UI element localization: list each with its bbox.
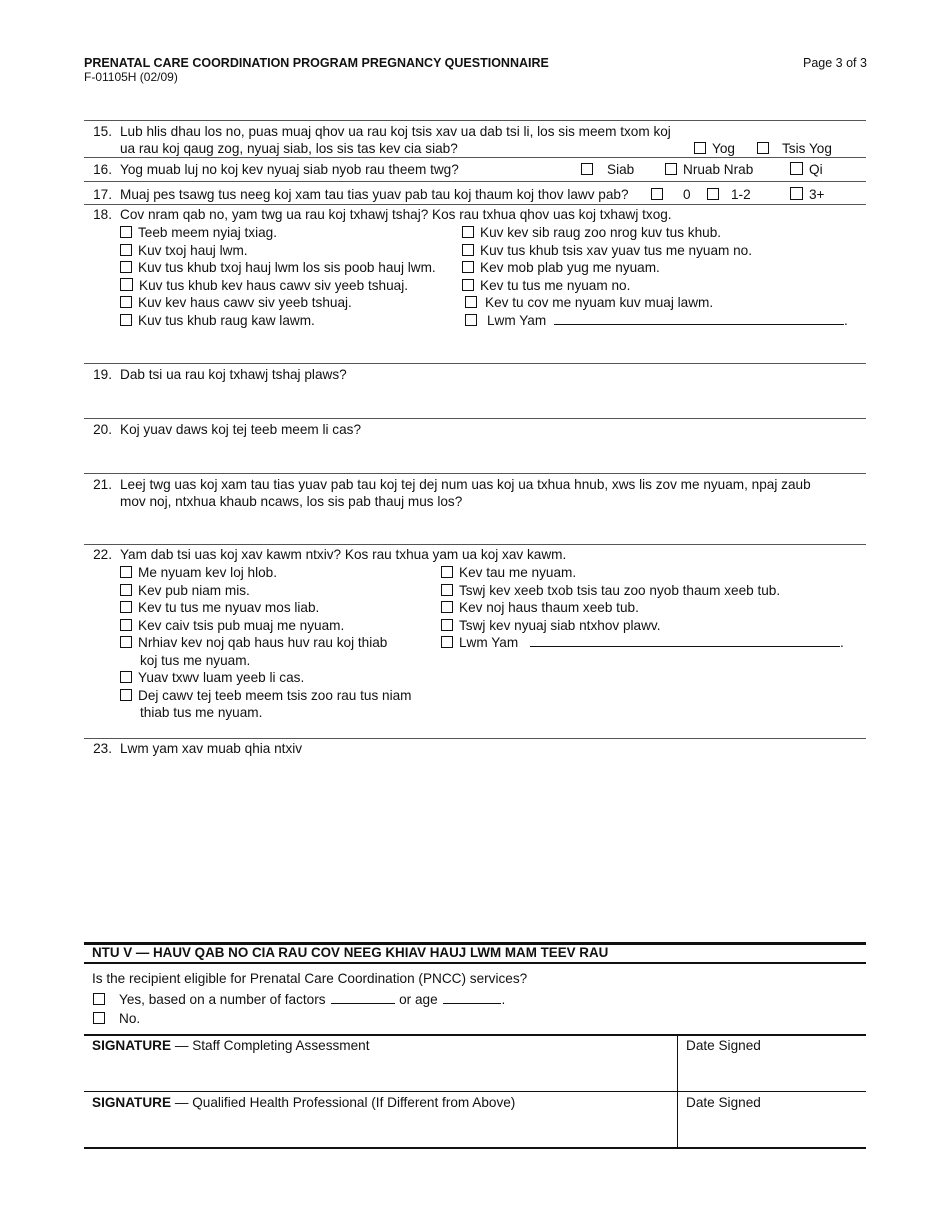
q22-option[interactable]: Kev caiv tsis pub muaj me nyuam. — [120, 617, 344, 634]
signature-table-divider — [84, 1091, 866, 1092]
q21-text-line1: Leej twg uas koj xam tau tias yuav pab tau koj tej dej num uas koj ua txhua hnub, xws lis zov me nyuam, npaj zaub — [120, 477, 811, 492]
q16-number: 16. — [93, 162, 112, 177]
divider — [84, 120, 866, 121]
q15-number: 15. — [93, 124, 112, 139]
checkbox[interactable] — [120, 261, 132, 273]
signature-column-divider — [677, 1035, 678, 1147]
form-title: PRENATAL CARE COORDINATION PROGRAM PREGNANCY QUESTIONNAIRE — [84, 56, 549, 70]
q22-option[interactable]: Kev tau me nyuam. — [441, 564, 576, 581]
checkbox[interactable] — [462, 226, 474, 238]
q20-number: 20. — [93, 422, 112, 437]
checkbox[interactable] — [581, 163, 593, 175]
q22-option[interactable]: Yuav txwv luam yeeb li cas. — [120, 669, 304, 686]
checkbox[interactable] — [120, 278, 133, 291]
q22-option[interactable]: Me nyuam kev loj hlob. — [120, 564, 277, 581]
checkbox[interactable] — [465, 314, 477, 326]
signature-professional-label: SIGNATURE — Qualified Health Professional (If Different from Above) — [92, 1095, 516, 1110]
q18-option[interactable]: Kuv kev sib raug zoo nrog kuv tus khub. — [462, 224, 721, 241]
q22-option[interactable]: Tswj kev xeeb txob tsis tau zoo nyob thaum xeeb tub. — [441, 582, 780, 599]
checkbox[interactable] — [462, 279, 474, 291]
q20-text: Koj yuav daws koj tej teeb meem li cas? — [120, 422, 362, 437]
factors-field[interactable] — [331, 991, 395, 1004]
checkbox[interactable] — [120, 689, 132, 701]
q22-option[interactable]: Kev tu tus me nyuav mos liab. — [120, 599, 319, 616]
signature-table-bottom — [84, 1147, 866, 1149]
other-text-field[interactable] — [554, 312, 844, 325]
section-rule — [84, 962, 866, 964]
q15-text-line2: ua rau koj qaug zog, nyuaj siab, los sis tas kev cia siab? — [120, 141, 458, 156]
q22-option[interactable]: Tswj kev nyuaj siab ntxhov plawv. — [441, 617, 660, 634]
age-field[interactable] — [443, 991, 501, 1004]
signature-staff-label: SIGNATURE — Staff Completing Assessment — [92, 1038, 370, 1053]
q15-text-line1: Lub hlis dhau los no, puas muaj qhov ua rau koj tsis xav ua dab tsi li, los sis meem txom koj — [120, 124, 671, 139]
checkbox[interactable] — [665, 163, 677, 175]
q18-option-other[interactable]: Lwm Yam . — [465, 312, 848, 329]
divider — [84, 204, 866, 205]
divider — [84, 544, 866, 545]
q16-option-low[interactable]: Qi — [790, 161, 823, 178]
divider — [84, 157, 866, 158]
checkbox[interactable] — [441, 601, 453, 613]
date-signed-label-2: Date Signed — [686, 1095, 761, 1110]
q18-option[interactable]: Kev mob plab yug me nyuam. — [462, 259, 660, 276]
q22-text: Yam dab tsi uas koj xav kawm ntxiv? Kos rau txhua yam ua koj xav kawm. — [120, 547, 567, 562]
q21-text-line2: mov noj, ntxhua khaub ncaws, los sis pab thauj mus los? — [120, 494, 463, 509]
q15-option-yes[interactable]: Yog — [694, 140, 735, 157]
checkbox[interactable] — [651, 188, 663, 200]
q17-number: 17. — [93, 187, 112, 202]
date-signed-field-2[interactable] — [680, 1113, 864, 1147]
checkbox[interactable] — [120, 314, 132, 326]
q17-text: Muaj pes tsawg tus neeg koj xam tau tias yuav pab tau koj thaum koj thov lawv pab? — [120, 187, 629, 202]
q22-option-other[interactable]: Lwm Yam . — [441, 634, 844, 651]
q22-option[interactable]: Nrhiav kev noj qab haus huv rau koj thiab — [120, 634, 387, 651]
checkbox[interactable] — [120, 671, 132, 683]
checkbox[interactable] — [694, 142, 706, 154]
eligibility-question: Is the recipient eligible for Prenatal Care Coordination (PNCC) services? — [92, 971, 528, 986]
q22-option[interactable]: Kev pub niam mis. — [120, 582, 250, 599]
q19-text: Dab tsi ua rau koj txhawj tshaj plaws? — [120, 367, 347, 382]
q22-option[interactable]: Dej cawv tej teeb meem tsis zoo rau tus niam — [120, 687, 412, 704]
checkbox[interactable] — [757, 142, 769, 154]
q18-option[interactable]: Kev tu cov me nyuam kuv muaj lawm. — [465, 294, 713, 311]
q19-number: 19. — [93, 367, 112, 382]
q16-text: Yog muab luj no koj kev nyuaj siab nyob rau theem twg? — [120, 162, 459, 177]
section5-title: NTU V — HAUV QAB NO CIA RAU COV NEEG KHIAV HAUJ LWM MAM TEEV RAU — [92, 945, 609, 960]
checkbox[interactable] — [462, 261, 474, 273]
q17-option-1-2[interactable]: 1-2 — [707, 186, 751, 203]
checkbox[interactable] — [790, 162, 803, 175]
checkbox[interactable] — [465, 296, 477, 308]
divider — [84, 738, 866, 739]
checkbox[interactable] — [93, 993, 105, 1005]
other-text-field[interactable] — [530, 634, 840, 647]
q16-option-medium[interactable]: Nruab Nrab — [665, 161, 753, 178]
signature-table-top — [84, 1034, 866, 1036]
q17-option-0[interactable]: 0 — [651, 186, 691, 203]
checkbox[interactable] — [120, 584, 132, 596]
q18-option[interactable]: Kuv txoj hauj lwm. — [120, 242, 248, 259]
checkbox[interactable] — [120, 636, 132, 648]
page-number: Page 3 of 3 — [803, 56, 867, 70]
checkbox[interactable] — [120, 566, 132, 578]
checkbox[interactable] — [93, 1012, 105, 1024]
q22-option[interactable]: Kev noj haus thaum xeeb tub. — [441, 599, 639, 616]
q18-option[interactable]: Kuv kev haus cawv siv yeeb tshuaj. — [120, 294, 352, 311]
checkbox[interactable] — [441, 619, 453, 631]
date-signed-field-1[interactable] — [680, 1056, 864, 1090]
q22-number: 22. — [93, 547, 112, 562]
q17-option-3plus[interactable]: 3+ — [790, 186, 825, 203]
q18-text: Cov nram qab no, yam twg ua rau koj txhawj tshaj? Kos rau txhua qhov uas koj txhawj txog. — [120, 207, 672, 222]
checkbox[interactable] — [707, 188, 719, 200]
q18-option[interactable]: Kuv tus khub txoj hauj lwm los sis poob hauj lwm. — [120, 259, 436, 276]
checkbox[interactable] — [120, 296, 132, 308]
signature-professional-field[interactable] — [84, 1113, 674, 1147]
q18-option[interactable]: Kuv tus khub raug kaw lawm. — [120, 312, 315, 329]
q22-option-continuation: thiab tus me nyuam. — [140, 705, 263, 720]
divider — [84, 418, 866, 419]
divider — [84, 181, 866, 182]
checkbox[interactable] — [120, 619, 132, 631]
checkbox[interactable] — [441, 566, 453, 578]
checkbox[interactable] — [441, 584, 453, 596]
q23-answer-area[interactable] — [120, 760, 860, 930]
q18-option[interactable]: Kev tu tus me nyuam no. — [462, 277, 630, 294]
q21-number: 21. — [93, 477, 112, 492]
checkbox[interactable] — [790, 187, 803, 200]
q18-option[interactable]: Kuv tus khub tsis xav yuav tus me nyuam no. — [462, 242, 752, 259]
form-id: F-01105H (02/09) — [84, 70, 178, 84]
q23-text: Lwm yam xav muab qhia ntxiv — [120, 741, 303, 756]
divider — [84, 363, 866, 364]
divider — [84, 473, 866, 474]
q18-number: 18. — [93, 207, 112, 222]
checkbox[interactable] — [120, 244, 132, 256]
q15-option-no[interactable]: Tsis Yog — [757, 140, 832, 157]
q22-option-continuation: koj tus me nyuam. — [140, 652, 251, 668]
eligibility-no-option[interactable]: No. — [93, 1010, 140, 1027]
checkbox[interactable] — [441, 636, 453, 648]
eligibility-yes-option[interactable]: Yes, based on a number of factors or age . — [93, 991, 505, 1008]
q18-option[interactable]: Kuv tus khub kev haus cawv siv yeeb tshuaj. — [120, 277, 408, 294]
checkbox[interactable] — [120, 601, 132, 613]
q23-number: 23. — [93, 741, 112, 756]
signature-staff-field[interactable] — [84, 1056, 674, 1090]
date-signed-label-1: Date Signed — [686, 1038, 761, 1053]
checkbox[interactable] — [462, 244, 474, 256]
q16-option-high[interactable]: Siab — [581, 161, 634, 178]
checkbox[interactable] — [120, 226, 132, 238]
q18-option[interactable]: Teeb meem nyiaj txiag. — [120, 224, 277, 241]
